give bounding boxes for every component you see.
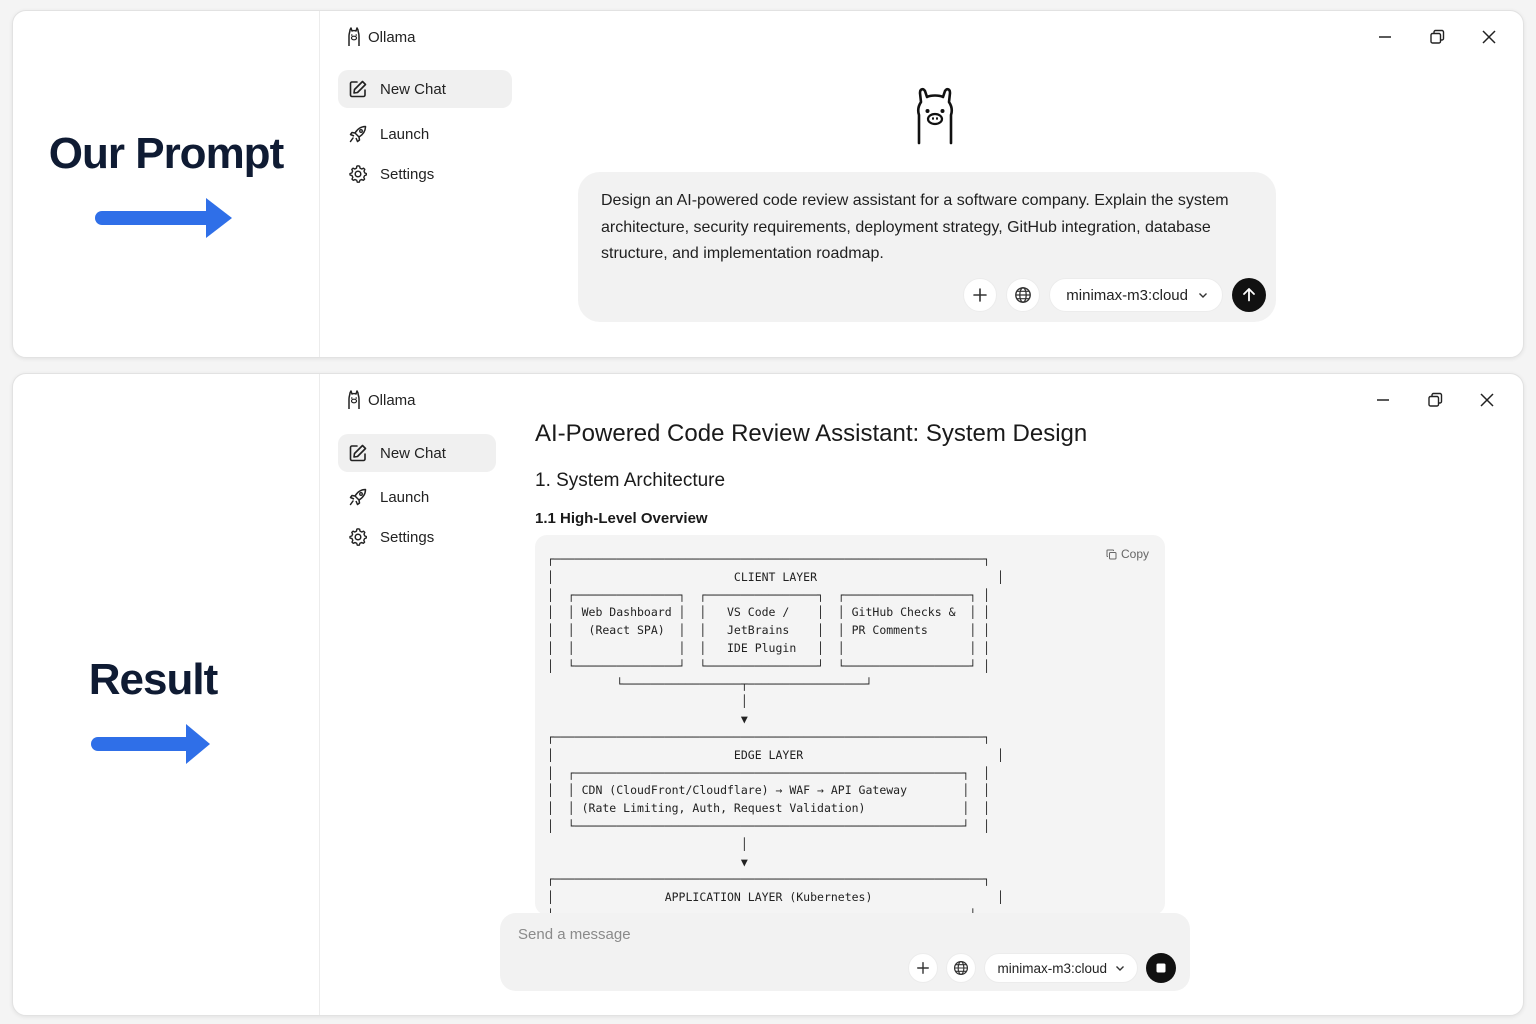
panel-label: Result — [88, 654, 218, 704]
launch-button[interactable] — [338, 115, 512, 153]
rocket-icon — [348, 124, 368, 144]
rocket-icon — [348, 487, 368, 507]
attach-button[interactable] — [963, 278, 997, 312]
composer-toolbar — [908, 953, 1176, 983]
section-heading: 1. System Architecture — [535, 470, 726, 491]
new-chat-label: New Chat — [380, 444, 446, 462]
minimize-icon — [1378, 30, 1392, 44]
response-title: AI-Powered Code Review Assistant: System Design — [535, 420, 1088, 447]
label-area — [13, 374, 293, 1015]
result-window — [12, 373, 1524, 1016]
copy-button[interactable] — [1106, 547, 1149, 561]
model-name: minimax-m3:cloud — [1066, 286, 1188, 304]
window-controls — [1371, 388, 1499, 412]
copy-icon — [1106, 549, 1117, 560]
restore-button[interactable] — [1423, 388, 1447, 412]
close-button[interactable] — [1477, 25, 1501, 49]
stop-icon — [1155, 962, 1167, 974]
code-block — [535, 535, 1165, 915]
label-area — [13, 11, 319, 357]
settings-label: Settings — [380, 528, 435, 546]
gear-icon — [348, 527, 368, 547]
ollama-mascot-icon — [913, 87, 957, 145]
restore-button[interactable] — [1425, 25, 1449, 49]
gear-icon — [348, 164, 368, 184]
model-name: minimax-m3:cloud — [997, 960, 1107, 976]
launch-label: Launch — [380, 125, 430, 143]
model-selector[interactable] — [1049, 278, 1223, 312]
new-chat-button[interactable] — [338, 70, 512, 108]
restore-icon — [1429, 29, 1445, 45]
ollama-logo-icon — [346, 27, 362, 47]
web-search-button[interactable] — [1006, 278, 1040, 312]
edit-icon — [348, 443, 368, 463]
settings-button[interactable] — [338, 518, 512, 556]
launch-button[interactable] — [338, 478, 512, 516]
brand[interactable] — [346, 27, 416, 47]
sidebar — [319, 374, 529, 1015]
plus-icon — [916, 961, 930, 975]
minimize-button[interactable] — [1371, 388, 1395, 412]
web-search-button[interactable] — [946, 953, 976, 983]
globe-icon — [953, 960, 969, 976]
settings-label: Settings — [380, 165, 435, 183]
launch-label: Launch — [380, 488, 430, 506]
chevron-down-icon — [1198, 290, 1208, 300]
restore-icon — [1427, 392, 1443, 408]
message-composer — [500, 913, 1190, 991]
app-name: Ollama — [368, 28, 416, 46]
subsection-heading: 1.1 High-Level Overview — [535, 510, 708, 527]
minimize-icon — [1376, 393, 1390, 407]
ollama-logo-icon — [346, 390, 362, 410]
panel-label: Our Prompt — [48, 129, 284, 178]
edit-icon — [348, 79, 368, 99]
prompt-toolbar — [963, 278, 1266, 312]
attach-button[interactable] — [908, 953, 938, 983]
prompt-message-box[interactable] — [578, 172, 1276, 322]
model-selector[interactable] — [984, 953, 1138, 983]
plus-icon — [972, 287, 988, 303]
arrow-up-icon — [1241, 287, 1257, 303]
prompt-text: Design an AI-powered code review assistant for a software company. Explain the system architecture, security requirements, deployment strategy, GitHub integration, database structure, and implementation roadmap. — [601, 192, 1229, 262]
close-icon — [1482, 30, 1496, 44]
architecture-diagram-code: ┌──────────────────────────────────────────────────────────────┐ │ CLIENT LAYER │ │ ┌───────────────┐ ┌────────────────┐ ┌──────────────────┐ │ │ │ Web Dashboard │ │ VS Code / │ │ GitHub Checks & │ │ │ │ (React SPA) │ │ JetBrains │ │ PR Comments │ │ │ │ │ │ IDE Plugin │ │ │ │ │ └───────────────┘ └────────────────┘ └──────────────────┘ │ └─────────────────┬─────────────────┘ │ ▼ ┌──────────────────────────────────────────────────────────────┐ │ EDGE LAYER │ │ ┌────────────────────────────────────────────────────────┐ │ │ │ CDN (CloudFront/Cloudflare) → WAF → API Gateway │ │ │ │ (Rate Limiting, Auth, Request Validation) │ │ │ └────────────────────────────────────────────────────────┘ │ │ ▼ ┌──────────────────────────────────────────────────────────────┐ │ APPLICATION LAYER (Kubernetes) │ — [547, 552, 1004, 905]
app-name: Ollama — [368, 391, 416, 409]
minimize-button[interactable] — [1373, 25, 1397, 49]
globe-icon — [1014, 286, 1032, 304]
copy-label: Copy — [1120, 547, 1149, 561]
message-input[interactable] — [518, 923, 918, 945]
stop-button[interactable] — [1146, 953, 1176, 983]
close-icon — [1480, 393, 1494, 407]
new-chat-button[interactable] — [338, 434, 496, 472]
sidebar — [319, 11, 529, 357]
right-arrow-icon — [94, 723, 212, 765]
brand[interactable] — [346, 390, 416, 410]
settings-button[interactable] — [338, 155, 512, 193]
close-button[interactable] — [1475, 388, 1499, 412]
right-arrow-icon — [98, 197, 234, 239]
new-chat-label: New Chat — [380, 80, 446, 98]
chevron-down-icon — [1115, 963, 1125, 973]
prompt-window — [12, 10, 1524, 358]
window-controls — [1373, 25, 1501, 49]
send-button[interactable] — [1232, 278, 1266, 312]
